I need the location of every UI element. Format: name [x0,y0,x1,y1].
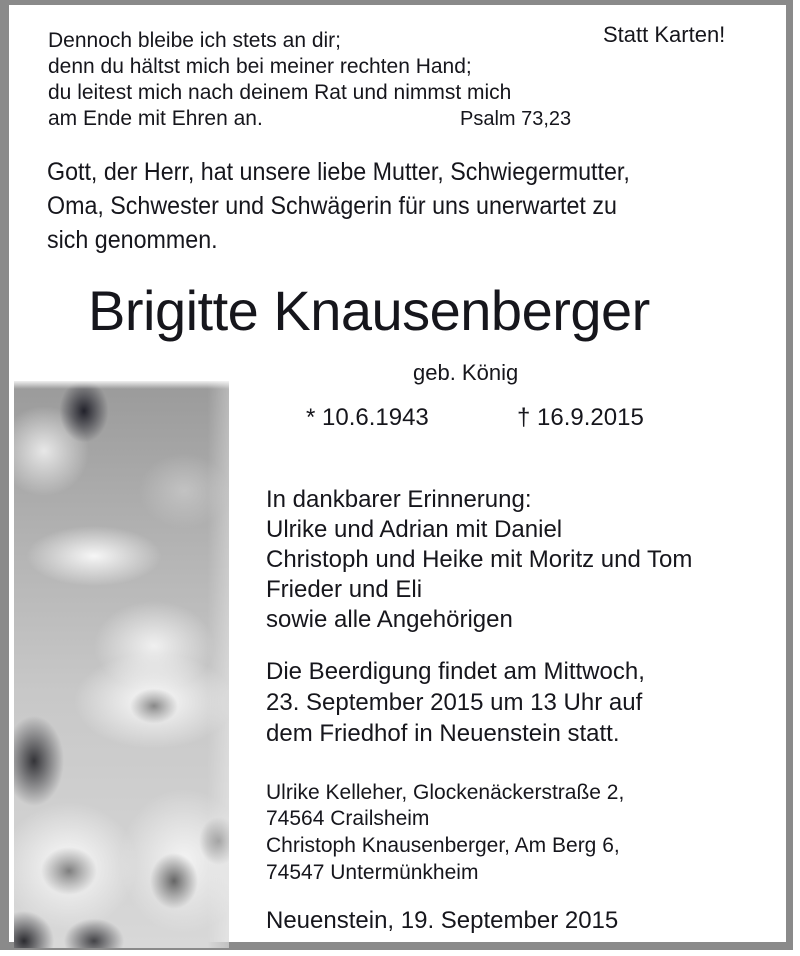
mourners-line-4: Frieder und Eli [266,576,423,603]
address-line-3: Christoph Knausenberger, Am Berg 6, [266,834,620,857]
daisy-flowers-photo [14,381,229,948]
address-line-4: 74547 Untermünkheim [266,861,479,884]
place-date: Neuenstein, 19. September 2015 [266,907,619,934]
funeral-line-1: Die Beerdigung findet am Mittwoch, [266,658,645,685]
address-line-2: 74564 Crailsheim [266,807,430,830]
maiden-name: geb. König [413,360,519,385]
psalm-line-1: Dennoch bleibe ich stets an dir; [48,29,342,52]
death-date: † 16.9.2015 [517,404,644,431]
address-line-1: Ulrike Kelleher, Glockenäckerstraße 2, [266,781,625,804]
funeral-line-3: dem Friedhof in Neuenstein statt. [266,720,620,747]
mourners-line-3: Christoph und Heike mit Moritz und Tom [266,546,693,573]
statt-karten-label: Statt Karten! [603,22,726,47]
birth-date: * 10.6.1943 [306,404,429,431]
mourners-line-5: sowie alle Angehörigen [266,606,513,633]
funeral-line-2: 23. September 2015 um 13 Uhr auf [266,689,643,716]
mourners-line-1: In dankbarer Erinnerung: [266,486,532,513]
intro-line-1: Gott, der Herr, hat unsere liebe Mutter, Schwiegermutter, [47,158,630,186]
psalm-line-4: am Ende mit Ehren an. [48,107,263,130]
psalm-line-2: denn du hältst mich bei meiner rechten Hand; [48,55,472,78]
mourners-line-2: Ulrike und Adrian mit Daniel [266,516,563,543]
intro-line-2: Oma, Schwester und Schwägerin für uns unerwartet zu [47,192,617,220]
intro-line-3: sich genommen. [47,226,218,254]
psalm-reference: Psalm 73,23 [460,108,572,130]
deceased-name: Brigitte Knausenberger [88,279,650,342]
psalm-line-3: du leitest mich nach deinem Rat und nimmst mich [48,81,512,104]
